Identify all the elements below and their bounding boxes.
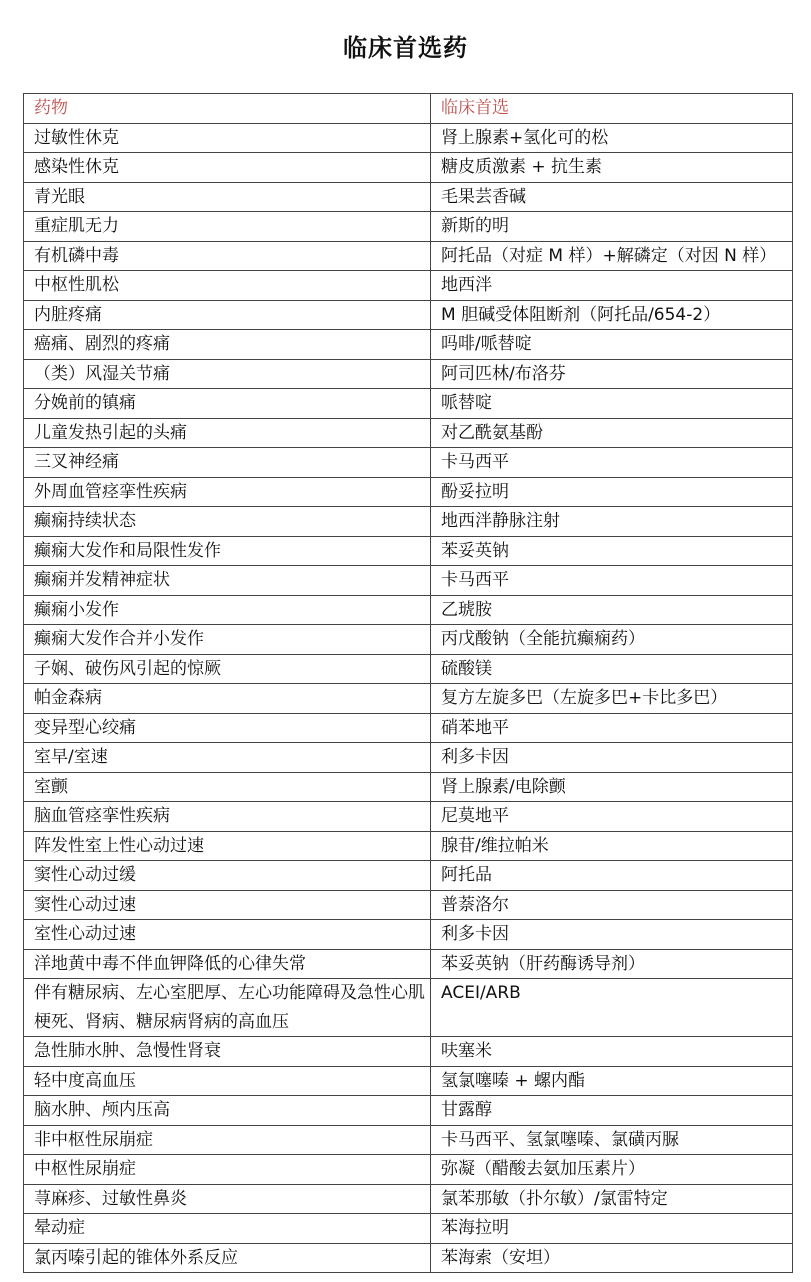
drug-cell: 硝苯地平 [431,713,793,743]
condition-cell: 帕金森病 [24,684,431,714]
drug-cell: 苯妥英钠 [431,536,793,566]
drug-cell: 甘露醇 [431,1096,793,1126]
table-row [24,802,793,832]
condition-cell: 过敏性休克 [24,123,431,153]
table-row [24,1066,793,1096]
table-row [24,743,793,773]
condition-cell: 急性肺水肿、急慢性肾衰 [24,1037,431,1067]
table-row [24,566,793,596]
condition-cell: 青光眼 [24,182,431,212]
table-row [24,979,793,1037]
table-row [24,153,793,183]
condition-cell: 外周血管痉挛性疾病 [24,477,431,507]
condition-cell: 荨麻疹、过敏性鼻炎 [24,1184,431,1214]
table-row [24,330,793,360]
table-row [24,713,793,743]
table-row [24,359,793,389]
condition-cell: 癫痫大发作合并小发作 [24,625,431,655]
condition-cell: 晕动症 [24,1214,431,1244]
table-row [24,182,793,212]
condition-cell: 重症肌无力 [24,212,431,242]
condition-cell: 分娩前的镇痛 [24,389,431,419]
condition-cell: 阵发性室上性心动过速 [24,831,431,861]
table-row [24,595,793,625]
drug-cell: 地西泮 [431,271,793,301]
drug-cell: 丙戊酸钠（全能抗癫痫药） [431,625,793,655]
table-header-row [24,94,793,124]
drug-cell: 阿托品（对症 M 样）+解磷定（对因 N 样） [431,241,793,271]
condition-cell: 室性心动过速 [24,920,431,950]
drug-cell: 弥凝（醋酸去氨加压素片） [431,1155,793,1185]
condition-cell: 三叉神经痛 [24,448,431,478]
condition-cell: 儿童发热引起的头痛 [24,418,431,448]
table-row [24,418,793,448]
table-row [24,861,793,891]
condition-cell: 轻中度高血压 [24,1066,431,1096]
table-row [24,949,793,979]
condition-cell: 洋地黄中毒不伴血钾降低的心律失常 [24,949,431,979]
drug-cell: 苯妥英钠（肝药酶诱导剂） [431,949,793,979]
table-row [24,1155,793,1185]
drug-cell: 吗啡/哌替啶 [431,330,793,360]
condition-cell: 感染性休克 [24,153,431,183]
table-row [24,477,793,507]
condition-cell: 变异型心绞痛 [24,713,431,743]
drug-cell: 复方左旋多巴（左旋多巴+卡比多巴） [431,684,793,714]
condition-cell: 窦性心动过速 [24,890,431,920]
condition-cell: 中枢性肌松 [24,271,431,301]
drug-cell: 哌替啶 [431,389,793,419]
table-row [24,654,793,684]
table-row [24,1125,793,1155]
header-drug: 药物 [24,94,431,124]
drug-cell: 肾上腺素/电除颤 [431,772,793,802]
drug-cell: 普萘洛尔 [431,890,793,920]
drug-cell: 呋塞米 [431,1037,793,1067]
table-row [24,831,793,861]
drug-cell: 硫酸镁 [431,654,793,684]
drug-cell: 对乙酰氨基酚 [431,418,793,448]
table-row [24,123,793,153]
drug-cell: 卡马西平 [431,448,793,478]
drug-cell: 腺苷/维拉帕米 [431,831,793,861]
condition-cell: 癌痛、剧烈的疼痛 [24,330,431,360]
condition-cell: 脑水肿、颅内压高 [24,1096,431,1126]
table-row [24,772,793,802]
drug-cell: 新斯的明 [431,212,793,242]
table-row [24,1037,793,1067]
drug-cell: 酚妥拉明 [431,477,793,507]
page-title: 临床首选药 [343,34,468,62]
condition-cell: 伴有糖尿病、左心室肥厚、左心功能障碍及急性心肌梗死、肾病、糖尿病肾病的高血压 [24,979,431,1037]
condition-cell: 癫痫持续状态 [24,507,431,537]
drug-cell: M 胆碱受体阻断剂（阿托品/654-2） [431,300,793,330]
table-row [24,300,793,330]
table-row [24,920,793,950]
drug-cell: 地西泮静脉注射 [431,507,793,537]
table-row [24,1184,793,1214]
condition-cell: 室颤 [24,772,431,802]
drug-cell: 苯海索（安坦） [431,1243,793,1273]
drug-cell: 卡马西平、氢氯噻嗪、氯磺丙脲 [431,1125,793,1155]
drug-cell: 阿司匹林/布洛芬 [431,359,793,389]
table-row [24,271,793,301]
table-row [24,241,793,271]
table-row [24,448,793,478]
condition-cell: 窦性心动过缓 [24,861,431,891]
condition-cell: 癫痫并发精神症状 [24,566,431,596]
condition-cell: 脑血管痉挛性疾病 [24,802,431,832]
table-row [24,1214,793,1244]
drug-cell: 氢氯噻嗪 + 螺内酯 [431,1066,793,1096]
condition-cell: 中枢性尿崩症 [24,1155,431,1185]
table-row [24,212,793,242]
table-row [24,536,793,566]
table-row [24,1243,793,1273]
table-row [24,1096,793,1126]
table-row [24,890,793,920]
table-row [24,625,793,655]
header-first-choice: 临床首选 [431,94,793,124]
drug-cell: 阿托品 [431,861,793,891]
drug-cell: 糖皮质激素 + 抗生素 [431,153,793,183]
condition-cell: 室早/室速 [24,743,431,773]
drug-cell: 乙琥胺 [431,595,793,625]
table-row [24,684,793,714]
drug-cell: ACEI/ARB [431,979,793,1037]
condition-cell: 氯丙嗪引起的锥体外系反应 [24,1243,431,1273]
drug-cell: 毛果芸香碱 [431,182,793,212]
condition-cell: 子娴、破伤风引起的惊厥 [24,654,431,684]
drug-cell: 卡马西平 [431,566,793,596]
drug-cell: 利多卡因 [431,920,793,950]
drug-cell: 苯海拉明 [431,1214,793,1244]
condition-cell: 癫痫小发作 [24,595,431,625]
condition-cell: 癫痫大发作和局限性发作 [24,536,431,566]
condition-cell: 非中枢性尿崩症 [24,1125,431,1155]
condition-cell: 有机磷中毒 [24,241,431,271]
drug-cell: 肾上腺素+氢化可的松 [431,123,793,153]
condition-cell: 内脏疼痛 [24,300,431,330]
condition-cell: （类）风湿关节痛 [24,359,431,389]
table-row [24,507,793,537]
drug-cell: 尼莫地平 [431,802,793,832]
table-row [24,389,793,419]
drug-cell: 利多卡因 [431,743,793,773]
drug-cell: 氯苯那敏（扑尔敏）/氯雷特定 [431,1184,793,1214]
drug-table [23,93,793,1273]
